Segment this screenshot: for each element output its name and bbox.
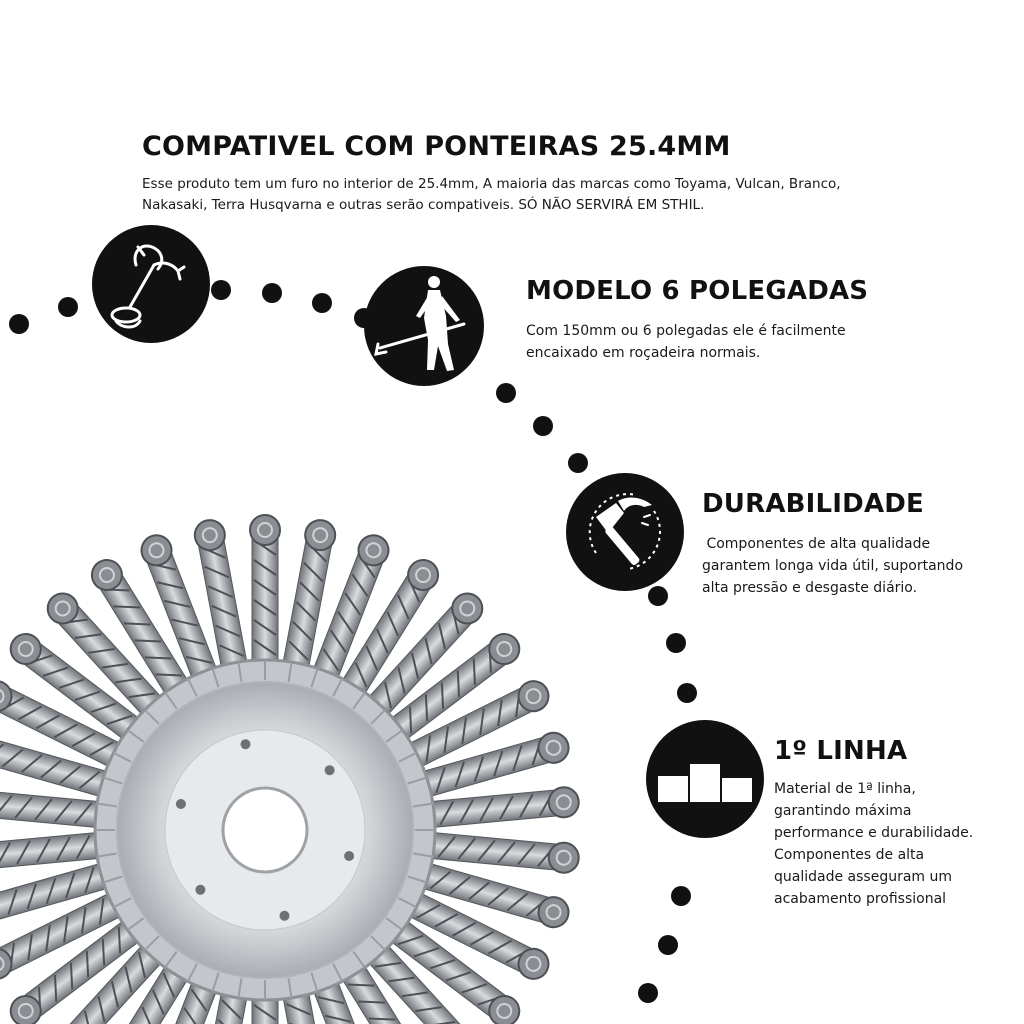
compat-title: COMPATIVEL COM PONTEIRAS 25.4MM: [142, 131, 731, 162]
modelo-title: MODELO 6 POLEGADAS: [526, 276, 869, 306]
linha-text-line3: performance e durabilidade.: [774, 825, 974, 841]
linha-text-line6: acabamento profissional: [774, 891, 947, 907]
podium-icon: [646, 720, 764, 838]
durabilidade-text-line2: garantem longa vida útil, suportando: [702, 558, 964, 574]
compat-text-line1: Esse produto tem um furo no interior de 25.4mm, A maioria das marcas como Toyama, Vulcan, Branco,: [142, 176, 841, 192]
hammer-icon: [566, 473, 684, 591]
modelo-text-line1: Com 150mm ou 6 polegadas ele é facilmente: [526, 323, 846, 339]
durabilidade-text-line1: Componentes de alta qualidade: [702, 536, 931, 552]
linha-title: 1º LINHA: [774, 736, 908, 766]
durabilidade-text-line3: alta pressão e desgaste diário.: [702, 580, 918, 596]
linha-text-line4: Componentes de alta: [774, 847, 925, 863]
wire-brush-wheel-image: [0, 500, 620, 1024]
compat-text-line2: Nakasaki, Terra Husqvarna e outras serão compativeis. SÓ NÃO SERVIRÁ EM STHIL.: [142, 197, 705, 213]
durabilidade-title: DURABILIDADE: [702, 489, 925, 519]
linha-text-line5: qualidade asseguram um: [774, 869, 953, 885]
brush-cutter-worker-icon: [364, 266, 484, 386]
trimmer-tool-icon: [92, 225, 210, 343]
linha-text-line2: garantindo máxima: [774, 803, 912, 819]
linha-text-line1: Material de 1ª linha,: [774, 781, 916, 797]
modelo-text-line2: encaixado em roçadeira normais.: [526, 345, 761, 361]
